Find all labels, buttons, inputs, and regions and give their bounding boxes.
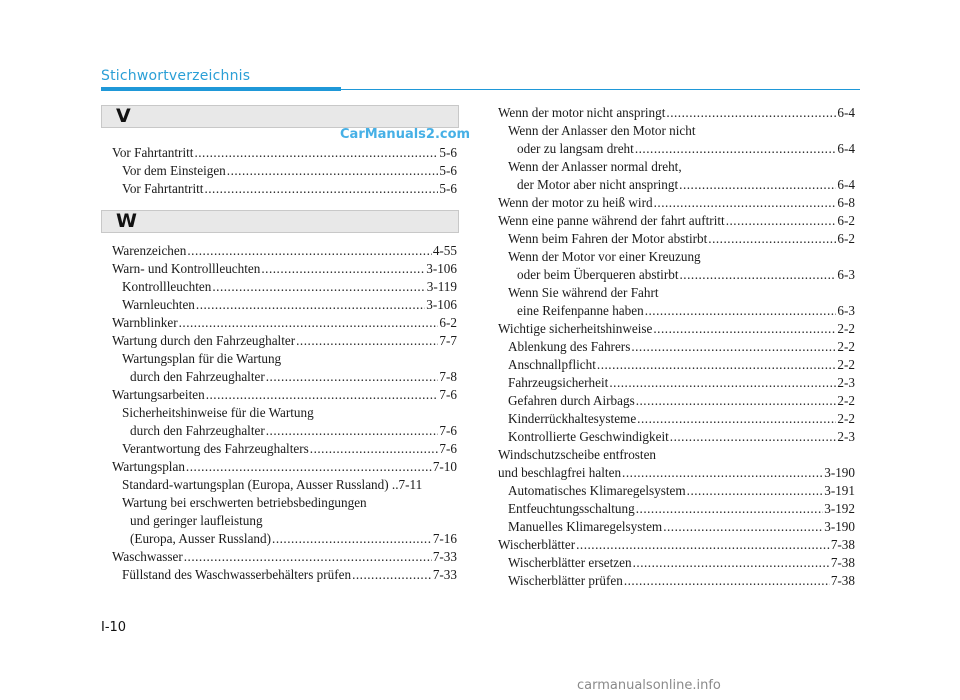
entry-label: Warnblinker (112, 315, 178, 330)
index-entry (508, 482, 855, 500)
entry-page: 6-2 (837, 231, 855, 246)
entry-heading: Wartungsplan für die Wartung (122, 351, 282, 366)
index-entry (508, 500, 855, 518)
entry-page: 7-8 (439, 369, 457, 384)
leader-dots (645, 302, 837, 320)
entry-page: 4-55 (432, 243, 457, 258)
entry-label: eine Reifenpanne haben (517, 303, 644, 318)
entry-page: 7-10 (432, 459, 457, 474)
index-entry (112, 458, 457, 476)
leader-dots (196, 296, 425, 314)
index-entry (508, 572, 855, 590)
entry-page: 3-106 (426, 297, 457, 312)
entry-label: Wenn eine panne während der fahrt auftritt (498, 213, 725, 228)
header-rule-thin (341, 89, 860, 90)
entry-label: Wischerblätter ersetzen (508, 555, 632, 570)
entry-label: Warn- und Kontrollleuchten (112, 261, 261, 276)
entry-page: 2-2 (837, 321, 855, 336)
index-entry (130, 368, 457, 386)
index-entry (112, 144, 457, 162)
entry-heading: Windschutzscheibe entfrosten (498, 447, 657, 462)
entry-page: 2-2 (837, 339, 855, 354)
header-rule-thick (101, 87, 341, 91)
entry-label: Entfeuchtungsschaltung (508, 501, 635, 516)
entry-label: Kinderrückhaltesysteme (508, 411, 637, 426)
index-entry (122, 296, 457, 314)
entry-label: Warnleuchten (122, 297, 195, 312)
entry-label: Warenzeichen (112, 243, 187, 258)
entry-label: durch den Fahrzeughalter (130, 423, 265, 438)
entry-page: 7-33 (432, 567, 457, 582)
entry-label: Wenn der motor zu heiß wird (498, 195, 653, 210)
entry-label: Wichtige sicherheitshinweise (498, 321, 653, 336)
entry-page: 7-6 (439, 441, 457, 456)
index-entry (498, 464, 855, 482)
index-entry (112, 260, 457, 278)
entry-label: Standard-wartungsplan (Europa, Ausser Russland) .. (122, 477, 399, 492)
entry-label: Kontrollleuchten (122, 279, 212, 294)
entry-label: Füllstand des Waschwasserbehälters prüfen (122, 567, 352, 582)
index-entry (498, 212, 855, 230)
leader-dots (576, 536, 830, 554)
leader-dots (636, 500, 824, 518)
index-entry (508, 554, 855, 572)
entry-label: Kontrollierte Geschwindigkeit (508, 429, 669, 444)
entry-heading: Wenn der Anlasser den Motor nicht (508, 123, 696, 138)
entry-label: der Motor aber nicht anspringt (517, 177, 679, 192)
entry-label: Vor dem Einsteigen (122, 163, 226, 178)
watermark-top: CarManuals2.com (340, 127, 471, 142)
leader-dots (633, 554, 830, 572)
entry-label: Vor Fahrtantritt (122, 181, 204, 196)
index-entry (112, 314, 457, 332)
entry-page: 6-4 (837, 105, 855, 120)
index-entry (517, 302, 855, 320)
index-entry (122, 566, 457, 584)
index-entry (508, 392, 855, 410)
entry-heading: Sicherheitshinweise für die Wartung (122, 405, 314, 420)
entry-label: oder zu langsam dreht (517, 141, 634, 156)
leader-dots (212, 278, 425, 296)
leader-dots (654, 194, 837, 212)
leader-dots (687, 482, 824, 500)
entry-label: Fahrzeugsicherheit (508, 375, 609, 390)
leader-dots (352, 566, 432, 584)
entry-page: 2-2 (837, 357, 855, 372)
index-entry (508, 230, 855, 248)
leader-dots (622, 464, 823, 482)
leader-dots (637, 410, 836, 428)
entry-page: 3-119 (426, 279, 457, 294)
entry-page: 3-192 (824, 501, 855, 516)
entry-page: 6-4 (837, 141, 855, 156)
entry-label: Gefahren durch Airbags (508, 393, 635, 408)
index-entry (112, 386, 457, 404)
index-entry (112, 548, 457, 566)
leader-dots (680, 266, 837, 284)
entry-heading: Wenn der Anlasser normal dreht, (508, 159, 682, 174)
entry-page: 6-8 (837, 195, 855, 210)
leader-dots (272, 530, 432, 548)
leader-dots (194, 144, 438, 162)
index-entry (498, 536, 855, 554)
entry-label: Wischerblätter (498, 537, 576, 552)
page-number: I-10 (101, 620, 127, 635)
leader-dots (296, 332, 438, 350)
entry-page: 3-190 (824, 465, 855, 480)
entry-page: 5-6 (439, 181, 457, 196)
entry-label: durch den Fahrzeughalter (130, 369, 265, 384)
section-letter-v: V (116, 105, 131, 127)
entry-page: 5-6 (439, 163, 457, 178)
index-entry (498, 194, 855, 212)
leader-dots (261, 260, 425, 278)
entry-label: Wartungsarbeiten (112, 387, 205, 402)
leader-dots (726, 212, 837, 230)
entry-page: 7-38 (830, 537, 855, 552)
index-entry (122, 440, 457, 458)
entry-label: Wenn der motor nicht anspringt (498, 105, 666, 120)
leader-dots (670, 428, 837, 446)
index-entry (498, 104, 855, 122)
entry-label: Verantwortung des Fahrzeughalters (122, 441, 309, 456)
entry-page: 3-190 (824, 519, 855, 534)
entry-label: Waschwasser (112, 549, 183, 564)
entry-label: und beschlagfrei halten (498, 465, 622, 480)
index-entry (122, 162, 457, 180)
entry-label: Wischerblätter prüfen (508, 573, 623, 588)
entry-label: Wartung durch den Fahrzeughalter (112, 333, 296, 348)
section-w-header (101, 210, 459, 233)
entry-page: 2-3 (837, 429, 855, 444)
leader-dots (636, 392, 837, 410)
entry-page: 3-106 (426, 261, 457, 276)
entry-page: 7-7 (439, 333, 457, 348)
entry-label: Wartungsplan (112, 459, 185, 474)
entry-label: oder beim Überqueren abstirbt (517, 267, 679, 282)
index-entry (122, 180, 457, 198)
entry-page: 6-4 (837, 177, 855, 192)
index-entry (517, 140, 855, 158)
entry-page: 5-6 (439, 145, 457, 160)
leader-dots (187, 242, 431, 260)
entry-page: 7-16 (432, 531, 457, 546)
entry-page: 7-6 (439, 423, 457, 438)
entry-page: 2-2 (837, 393, 855, 408)
leader-dots (653, 320, 836, 338)
index-entry (130, 530, 457, 548)
leader-dots (266, 368, 439, 386)
index-entry (130, 422, 457, 440)
leader-dots (631, 338, 836, 356)
entry-page: 2-3 (837, 375, 855, 390)
section-letter-w: W (116, 210, 137, 232)
index-entry (508, 518, 855, 536)
entry-heading: und geringer laufleistung (130, 513, 263, 528)
entry-heading: Wenn der Motor vor einer Kreuzung (508, 249, 701, 264)
leader-dots (184, 548, 432, 566)
leader-dots (666, 104, 836, 122)
entry-label: Wenn beim Fahren der Motor abstirbt (508, 231, 708, 246)
entry-page: 7-33 (432, 549, 457, 564)
entry-page: 7-6 (439, 387, 457, 402)
leader-dots (679, 176, 836, 194)
entry-page: 7-38 (830, 555, 855, 570)
leader-dots (186, 458, 432, 476)
entry-page: 6-3 (837, 267, 855, 282)
index-entry (508, 410, 855, 428)
leader-dots (708, 230, 836, 248)
index-entry (508, 374, 855, 392)
leader-dots (597, 356, 837, 374)
leader-dots (227, 162, 439, 180)
index-entry (498, 320, 855, 338)
index-entry (517, 266, 855, 284)
leader-dots (624, 572, 830, 590)
entry-label: Ablenkung des Fahrers (508, 339, 631, 354)
index-entry (112, 332, 457, 350)
entry-page: 6-2 (837, 213, 855, 228)
entry-label: Anschnallpflicht (508, 357, 596, 372)
entry-label: Automatisches Klimaregelsystem (508, 483, 686, 498)
leader-dots (635, 140, 837, 158)
header-title: Stichwortverzeichnis (101, 68, 251, 84)
entry-page: 2-2 (837, 411, 855, 426)
leader-dots (179, 314, 439, 332)
entry-label: Manuelles Klimaregelsystem (508, 519, 663, 534)
leader-dots (663, 518, 823, 536)
entry-heading: Wartung bei erschwerten betriebsbedingungen (122, 495, 367, 510)
entry-heading: Wenn Sie während der Fahrt (508, 285, 659, 300)
index-entry (122, 476, 457, 494)
leader-dots (206, 386, 439, 404)
index-entry (122, 278, 457, 296)
entry-label: (Europa, Ausser Russland) (130, 531, 272, 546)
index-entry (508, 338, 855, 356)
entry-page: 6-3 (837, 303, 855, 318)
entry-page: 3-191 (824, 483, 855, 498)
index-entry (517, 176, 855, 194)
leader-dots (204, 180, 438, 198)
section-v-header (101, 105, 459, 128)
leader-dots (609, 374, 836, 392)
index-entry (508, 428, 855, 446)
entry-page: 7-38 (830, 573, 855, 588)
entry-page: 6-2 (439, 315, 457, 330)
watermark-bottom: carmanualsonline.info (577, 678, 721, 693)
leader-dots (266, 422, 439, 440)
index-entry (112, 242, 457, 260)
entry-label: Vor Fahrtantritt (112, 145, 194, 160)
entry-page: 7-11 (398, 477, 423, 492)
leader-dots (310, 440, 439, 458)
index-entry (508, 356, 855, 374)
